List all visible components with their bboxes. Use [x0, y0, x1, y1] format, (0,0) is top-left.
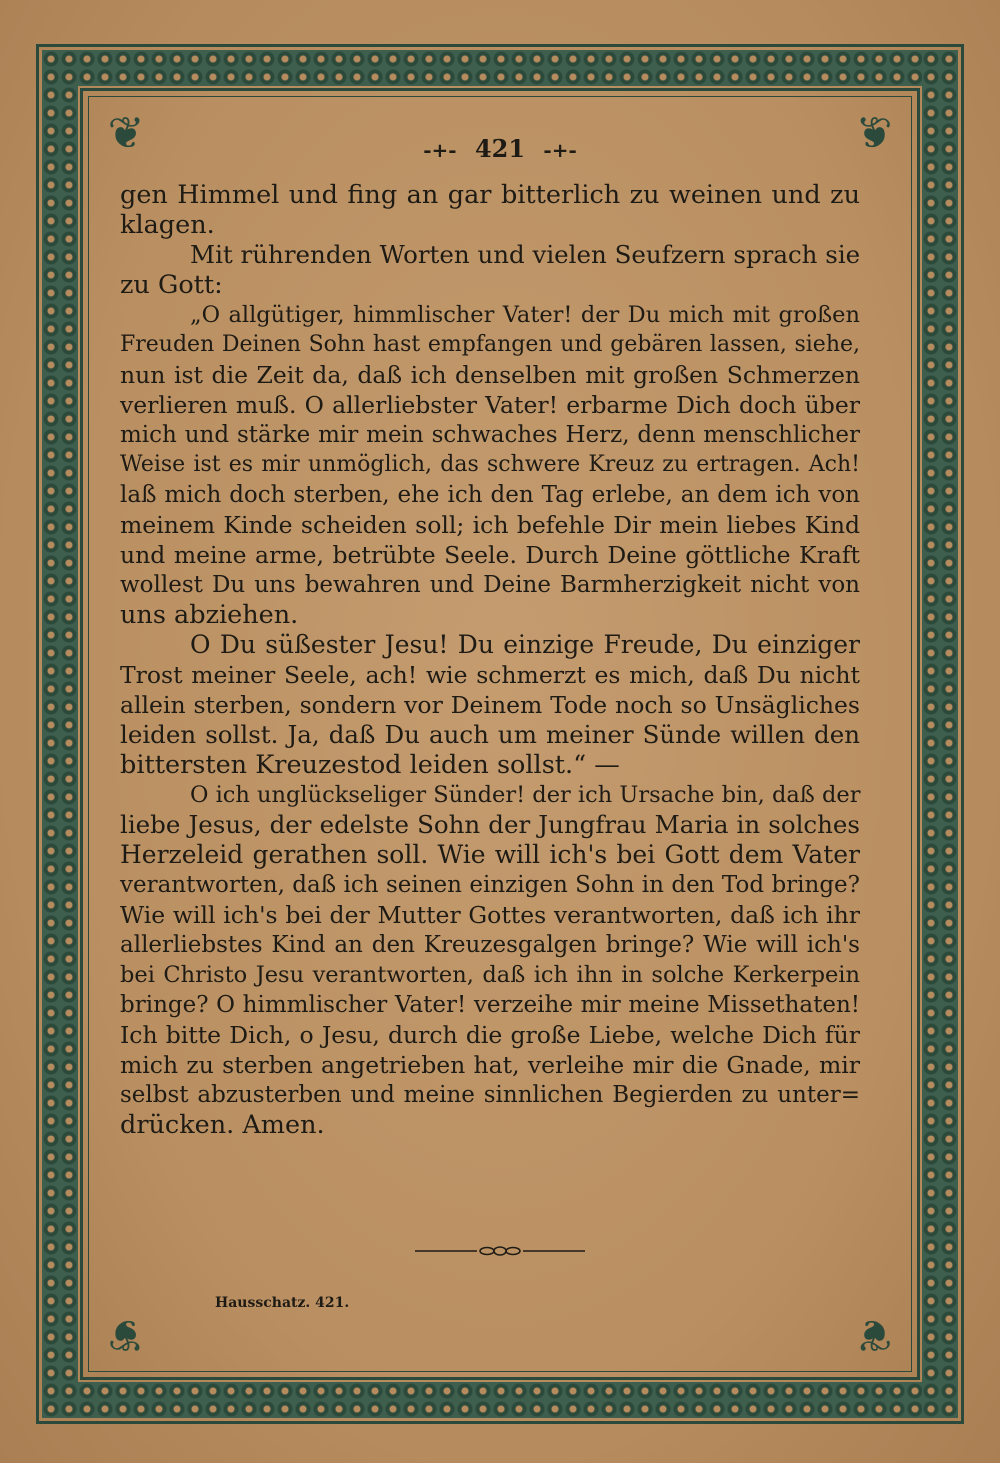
- text-line: Herzeleid gerathen soll. Wie will ich's bei Gott dem Vater: [120, 840, 860, 869]
- text-line: klagen.: [120, 210, 215, 240]
- text-line: gen Himmel und fing an gar bitterlich zu weinen und zu: [120, 180, 860, 210]
- text-line: Wie will ich's bei der Mutter Gottes verantworten, daß ich ihr: [120, 901, 860, 929]
- ornamental-rule-icon: [415, 1244, 585, 1258]
- text-line: selbst abzusterben und meine sinnlichen Begierden zu unter=: [120, 1082, 860, 1108]
- text-line: bei Christo Jesu verantworten, daß ich ihn in solche Kerkerpein: [120, 962, 860, 988]
- text-line: zu Gott:: [120, 270, 223, 300]
- text-line: liebe Jesus, der edelste Sohn der Jungfrau Maria in solches: [120, 810, 860, 839]
- text-line: verlieren muß. O allerliebster Vater! erbarme Dich doch über: [120, 391, 860, 419]
- dash-ornament-left: -+-: [423, 138, 457, 162]
- text-line: O Du süßester Jesu! Du einzige Freude, Du einziger: [190, 630, 860, 659]
- frame-band-left: [42, 50, 78, 1418]
- corner-fleuron-icon: ❦: [107, 1309, 145, 1360]
- text-line: Ich bitte Dich, o Jesu, durch die große Liebe, welche Dich für: [120, 1021, 860, 1049]
- corner-fleuron-icon: ❦: [855, 1309, 893, 1360]
- page-number: 421: [474, 134, 526, 163]
- text-line: wollest Du uns bewahren und Deine Barmherzigkeit nicht von: [120, 572, 860, 598]
- text-line: verantworten, daß ich seinen einzigen Sohn in den Tod bringe?: [120, 872, 860, 898]
- frame-band-bottom: [42, 1382, 958, 1418]
- text-line: Trost meiner Seele, ach! wie schmerzt es mich, daß Du nicht: [120, 661, 860, 689]
- body-text: [120, 180, 860, 1140]
- text-line: uns abziehen.: [120, 600, 299, 630]
- frame-band-top: [42, 50, 958, 86]
- text-line: drücken. Amen.: [120, 1110, 325, 1140]
- text-line: Weise ist es mir unmöglich, das schwere Kreuz zu ertragen. Ach!: [120, 452, 860, 477]
- text-line: allerliebstes Kind an den Kreuzesgalgen bringe? Wie will ich's: [120, 932, 860, 958]
- signature-mark: Hausschatz. 421.: [215, 1295, 350, 1311]
- text-line: meinem Kinde scheiden soll; ich befehle Dir mein liebes Kind: [120, 511, 860, 539]
- text-line: und meine arme, betrübte Seele. Durch Deine göttliche Kraft: [120, 541, 860, 569]
- frame-band-right: [922, 50, 958, 1418]
- corner-fleuron-icon: ❦: [855, 108, 893, 159]
- text-line: Mit rührenden Worten und vielen Seufzern sprach sie: [190, 240, 861, 269]
- text-line: nun ist die Zeit da, daß ich denselben mit großen Schmerzen: [120, 361, 860, 389]
- page-number-header: [0, 134, 1000, 163]
- text-line: mich und stärke mir mein schwaches Herz, denn menschlicher: [120, 422, 860, 448]
- text-line: „O allgütiger, himmlischer Vater! der Du mich mit großen: [190, 302, 860, 328]
- text-line: Freuden Deinen Sohn hast empfangen und gebären lassen, siehe,: [120, 332, 860, 357]
- text-line: bittersten Kreuzestod leiden sollst.“ —: [120, 750, 620, 780]
- text-line: allein sterben, sondern vor Deinem Tode noch so Unsägliches: [120, 691, 860, 719]
- text-line: bringe? O himmlischer Vater! verzeihe mir meine Missethaten!: [120, 992, 860, 1018]
- corner-fleuron-icon: ❦: [107, 108, 145, 159]
- text-line: mich zu sterben angetrieben hat, verleihe mir die Gnade, mir: [120, 1051, 860, 1079]
- text-line: leiden sollst. Ja, daß Du auch um meiner Sünde willen den: [120, 720, 860, 749]
- dash-ornament-right: -+-: [543, 138, 577, 162]
- text-line: laß mich doch sterben, ehe ich den Tag erlebe, an dem ich von: [120, 482, 860, 508]
- text-line: O ich unglückseliger Sünder! der ich Ursache bin, daß der: [190, 782, 861, 808]
